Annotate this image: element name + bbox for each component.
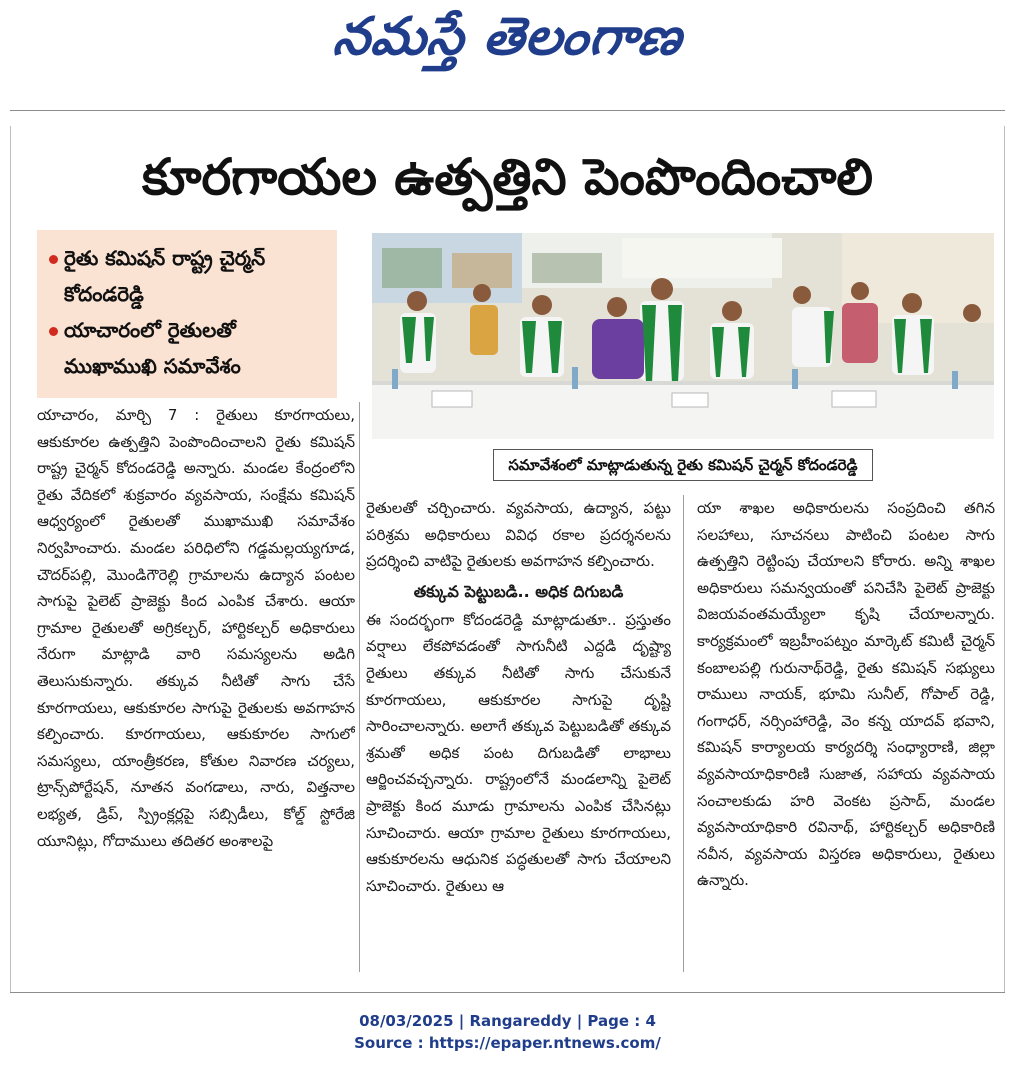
frame-left-rule xyxy=(10,126,11,992)
highlight-1 xyxy=(49,240,325,276)
photo-caption-text: సమావేశంలో మాట్లాడుతున్న రైతు కమిషన్ చైర్మన్ కోదండరెడ్డి xyxy=(493,449,872,481)
article-subheading: తక్కువ పెట్టుబడి.. అధిక దిగుబడి xyxy=(413,581,624,601)
photo-caption xyxy=(372,446,994,484)
article-headline: కూరగాయల ఉత్పత్తిని పెంపొందించాలి xyxy=(141,148,874,206)
article-column-1: యాచారం, మార్చి 7 : రైతులు కూరగాయలు, ఆకుకూరల ఉత్పత్తిని పెంపొందించాలని రైతు కమిషన్ రాష్ట్ర చైర్మన్ కోదండరెడ్డి అన్నారు. మండల కేంద్రంలోని రైతు వేదికలో శుక్రవారం వ్యవసాయ, సంక్షేమ కమిషన్ ఆధ్వర్యంలో రైతులతో ముఖాముఖి సమావేశం నిర్వహించారు. మండల పరిధిలోని గడ్డమల్లయ్యగూడ, చౌదర్‌పల్లి, మొండిగౌరెల్లి గ్రామాలను ఉద్యాన పంటల సాగుపై పైలెట్ ప్రాజెక్టు కింద ఎంపిక చేశారు. ఆయా గ్రామాల రైతులతో అగ్రికల్చర్, హార్టికల్చర్ అధికారులు నేరుగా మాట్లాడి వారి సమస్యలను అడిగి తెలుసుకున్నారు. తక్కువ నీటితో సాగు చేసే కూరగాయలు, ఆకుకూరల సాగుపై రైతులకు అవగాహన కల్పించారు. కూరగాయలు, ఆకుకూరల సాగులో సమస్యలు, యాంత్రీకరణ, కోతుల నివారణ చర్యలు, ట్రాన్స్‌పోర్టేషన్, నూతన వంగడాలు, నారు, విత్తనాల లభ్యత, డ్రిప్, స్ప్రింక్లర్లపై సబ్సిడీలు, కోల్డ్ స్టోరేజి యూనిట్లు, గోదాములు తదితర అంశాలపై xyxy=(37,406,355,850)
meeting-photo xyxy=(372,233,994,439)
bottom-rule xyxy=(10,992,1005,993)
highlight-2 xyxy=(49,312,325,348)
article-column-2 xyxy=(366,495,671,972)
article-column-2-para-1: రైతులతో చర్చించారు. వ్యవసాయ, ఉద్యాన, పట్టు పరిశ్రమ అధికారులు వివిధ రకాల ప్రదర్శనలను ప్రదర్శించి వాటిపై రైతులకు అవగాహన కల్పించారు. xyxy=(366,499,671,571)
highlight-2-line1: యాచారంలో రైతులతో xyxy=(64,318,236,342)
footer xyxy=(0,1010,1015,1054)
footer-source: Source : https://epaper.ntnews.com/ xyxy=(354,1034,661,1052)
bullet-icon xyxy=(49,255,58,264)
highlights-box xyxy=(37,230,337,398)
newspaper-logo: నమస్తే తెలంగాణ xyxy=(330,6,686,67)
column-divider xyxy=(359,402,360,972)
column-divider xyxy=(683,495,684,972)
article-column-3: యా శాఖల అధికారులను సంప్రదించి తగిన సలహాలు, సూచనలు పాటించి పంటల సాగు ఉత్పత్తిని రెట్టింపు చేయాలని కోరారు. అన్ని శాఖల అధికారులు సమన్వయంతో పనిచేసి పైలెట్ ప్రాజెక్టు విజయవంతమయ్యేలా కృషి చేయాలన్నారు. కార్యక్రమంలో ఇబ్రహీంపట్నం మార్కెట్ కమిటీ చైర్మన్ కంబాలపల్లి గురునాథ్‌రెడ్డి, రైతు కమిషన్ సభ్యులు రాములు నాయక్, భూమి సునీల్, గోపాల్ రెడ్డి, గంగాధర్, నర్సింహారెడ్డి, వెం కన్న యాదవ్ భవాని, కమిషన్ కార్యాలయ కార్యదర్శి సంధ్యారాణి, జిల్లా వ్యవసాయాధికారిణి సుజాత, సహాయ వ్యవసాయ సంచాలకుడు హరి వెంకట ప్రసాద్, మండల వ్యవసాయాధికారి రవినాథ్, హార్టికల్చర్ అధికారిణి నవీన, వ్యవసాయ విస్తరణ అధికారులు, రైతులు ఉన్నారు. xyxy=(697,499,995,890)
bullet-icon xyxy=(49,327,58,336)
top-rule xyxy=(10,110,1005,111)
footer-date-edition: 08/03/2025 | Rangareddy | Page : 4 xyxy=(359,1012,656,1030)
masthead xyxy=(0,0,1015,86)
highlight-2-cont: ముఖాముఖి సమావేశం xyxy=(64,354,241,378)
article-column-2-para-2: ఈ సందర్భంగా కోదండరెడ్డి మాట్లాడుతూ.. ప్రస్తుతం వర్షాలు లేకపోవడంతో సాగునీటి ఎద్దడి దృష్ట్యా రైతులు తక్కువ నీటితో సాగు చేసుకునే కూరగాయలు, ఆకుకూరల సాగుపై దృష్టి సారించాలన్నారు. అలాగే తక్కువ పెట్టుబడితో తక్కువ శ్రమతో అధిక పంట దిగుబడితో లాభాలు ఆర్జించవచ్చన్నారు. రాష్ట్రంలోనే మండలాన్ని పైలెట్ ప్రాజెక్టు కింద మూడు గ్రామాలను ఎంపిక చేసినట్లు సూచించారు. ఆయా గ్రామాల రైతులు కూరగాయలు, ఆకుకూరలను ఆధునిక పద్ధతులతో సాగు చేయాలని సూచించారు. రైతులు ఆ xyxy=(366,610,671,895)
highlight-1-line1: రైతు కమిషన్ రాష్ట్ర చైర్మన్ xyxy=(64,246,266,270)
meeting-photo-illustration xyxy=(372,233,994,439)
frame-right-rule xyxy=(1004,126,1005,992)
highlight-1-cont: కోదండరెడ్డి xyxy=(64,282,144,306)
